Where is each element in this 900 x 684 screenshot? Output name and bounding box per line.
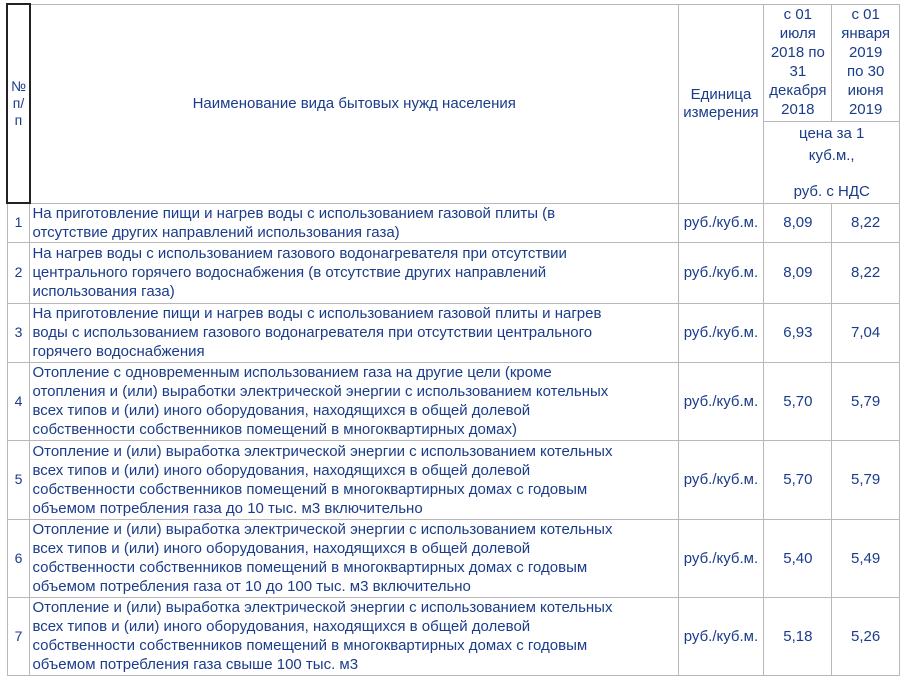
header-unit-cell xyxy=(678,4,764,203)
row-name-line: центрального горячего водоснабжения (в отсутствие других направлений xyxy=(32,264,547,281)
row-name-line: горячего водоснабжения xyxy=(32,343,205,360)
row-number-cell: 3 xyxy=(7,303,30,362)
header-price-basis-cell xyxy=(764,121,900,203)
header-period-line: июля xyxy=(779,24,816,42)
header-period-line: 2019 xyxy=(848,100,883,118)
row-name-cell xyxy=(30,440,678,519)
gas-tariff-table xyxy=(6,3,900,676)
row-name-line: Отопление с одновременным использованием газа на другие цели (кроме xyxy=(32,364,552,381)
header-unit-line: измерения xyxy=(683,103,759,121)
row-price-period-1-cell: 8,09 xyxy=(764,203,832,242)
row-unit-cell: руб./куб.м. xyxy=(678,362,764,440)
header-number-cell xyxy=(7,4,30,203)
row-name-line: На нагрев воды с использованием газового водонагревателя при отсутствии xyxy=(32,245,567,262)
table-row xyxy=(7,303,900,362)
row-unit-cell: руб./куб.м. xyxy=(678,597,764,675)
header-number-line: п xyxy=(14,112,23,128)
header-period-line: 2018 по xyxy=(770,43,825,61)
row-name-line: отсутствие других направлений использования газа) xyxy=(32,223,400,241)
row-name-line: собственности собственников помещений в многоквартирных домах с годовым xyxy=(32,637,588,654)
header-period-2-cell xyxy=(832,4,900,121)
table-row xyxy=(7,597,900,675)
row-name-line: На приготовление пищи и нагрев воды с использованием газовой плиты и нагрев xyxy=(32,305,602,322)
header-period-line: января xyxy=(841,24,891,42)
row-price-period-1-cell: 8,09 xyxy=(764,242,832,303)
row-price-period-2-cell: 5,79 xyxy=(832,440,900,519)
header-period-line: 2018 xyxy=(781,100,815,118)
row-number-cell: 4 xyxy=(7,362,30,440)
row-name-line: использования газа) xyxy=(32,283,175,300)
row-name-line: собственности собственников помещений в многоквартирных домах с годовым xyxy=(32,559,588,576)
row-name-cell xyxy=(30,203,678,242)
table-row xyxy=(7,362,900,440)
row-name-line: собственности собственников помещений в многоквартирных домах с годовым xyxy=(32,480,588,498)
row-price-period-1-cell: 6,93 xyxy=(764,303,832,362)
row-name-cell xyxy=(30,303,678,362)
table-row xyxy=(7,519,900,597)
row-price-period-1-cell: 5,70 xyxy=(764,362,832,440)
header-period-line: по 30 xyxy=(846,62,885,80)
header-number-line: п/ xyxy=(12,95,25,111)
header-name-cell: Наименование вида бытовых нужд населения xyxy=(30,4,678,203)
table-row xyxy=(7,242,900,303)
header-price-basis-spacer xyxy=(766,167,897,181)
header-period-line: 2019 xyxy=(848,43,883,61)
header-price-basis-currency: руб. с НДС xyxy=(793,182,870,200)
row-name-line: Отопление и (или) выработка электрической энергии с использованием котельных xyxy=(32,599,613,616)
row-name-cell xyxy=(30,519,678,597)
row-price-period-1-cell: 5,70 xyxy=(764,440,832,519)
row-name-cell xyxy=(30,242,678,303)
row-number-cell: 6 xyxy=(7,519,30,597)
row-name-line: всех типов и (или) иного оборудования, находящихся в общей долевой xyxy=(32,618,531,635)
row-price-period-2-cell: 8,22 xyxy=(832,203,900,242)
row-number-cell: 7 xyxy=(7,597,30,675)
row-name-line: На приготовление пищи и нагрев воды с использованием газовой плиты (в xyxy=(32,204,556,222)
row-price-period-2-cell: 8,22 xyxy=(832,242,900,303)
row-name-line: воды с использованием газового водонагревателя при отсутствии центрального xyxy=(32,324,593,341)
row-name-line: отопления и (или) выработки электрической энергии с использованием котельных xyxy=(32,383,609,400)
row-name-cell xyxy=(30,597,678,675)
row-number-cell: 1 xyxy=(7,203,30,242)
row-unit-cell: руб./куб.м. xyxy=(678,519,764,597)
row-number-cell: 2 xyxy=(7,242,30,303)
header-unit-line: Единица xyxy=(690,85,752,103)
table-row xyxy=(7,440,900,519)
row-price-period-1-cell: 5,18 xyxy=(764,597,832,675)
row-unit-cell: руб./куб.м. xyxy=(678,203,764,242)
row-unit-cell: руб./куб.м. xyxy=(678,303,764,362)
header-period-line: с 01 xyxy=(783,5,813,23)
header-period-1-cell xyxy=(764,4,832,121)
header-period-line: декабря xyxy=(769,81,827,99)
row-unit-cell: руб./куб.м. xyxy=(678,242,764,303)
document-page xyxy=(6,3,900,676)
row-name-line: всех типов и (или) иного оборудования, находящихся в общей долевой xyxy=(32,402,531,419)
row-price-period-2-cell: 5,79 xyxy=(832,362,900,440)
row-name-cell xyxy=(30,362,678,440)
header-period-line: с 01 xyxy=(851,5,880,23)
row-name-line: объемом потребления газа от 10 до 100 тыс. м3 включительно xyxy=(32,578,471,595)
row-name-line: объемом потребления газа до 10 тыс. м3 включительно xyxy=(32,499,423,517)
row-name-line: всех типов и (или) иного оборудования, находящихся в общей долевой xyxy=(32,540,531,557)
header-price-basis-line: куб.м., xyxy=(808,146,855,164)
header-price-basis-line: цена за 1 xyxy=(799,124,865,142)
row-unit-cell: руб./куб.м. xyxy=(678,440,764,519)
row-price-period-2-cell: 5,26 xyxy=(832,597,900,675)
row-name-line: собственности собственников помещений в многоквартирных домах) xyxy=(32,421,518,438)
row-number-cell: 5 xyxy=(7,440,30,519)
row-name-line: Отопление и (или) выработка электрической энергии с использованием котельных xyxy=(32,521,613,538)
row-name-line: всех типов и (или) иного оборудования, находящихся в общей долевой xyxy=(32,461,531,479)
row-name-line: объемом потребления газа свыше 100 тыс. м3 xyxy=(32,656,359,673)
header-row xyxy=(7,4,900,121)
row-price-period-1-cell: 5,40 xyxy=(764,519,832,597)
row-name-line: Отопление и (или) выработка электрической энергии с использованием котельных xyxy=(32,442,613,460)
header-period-line: 31 xyxy=(789,62,807,80)
row-price-period-2-cell: 5,49 xyxy=(832,519,900,597)
header-number-line: № xyxy=(10,78,26,94)
header-period-line: июня xyxy=(847,81,884,99)
table-row xyxy=(7,203,900,242)
row-price-period-2-cell: 7,04 xyxy=(832,303,900,362)
